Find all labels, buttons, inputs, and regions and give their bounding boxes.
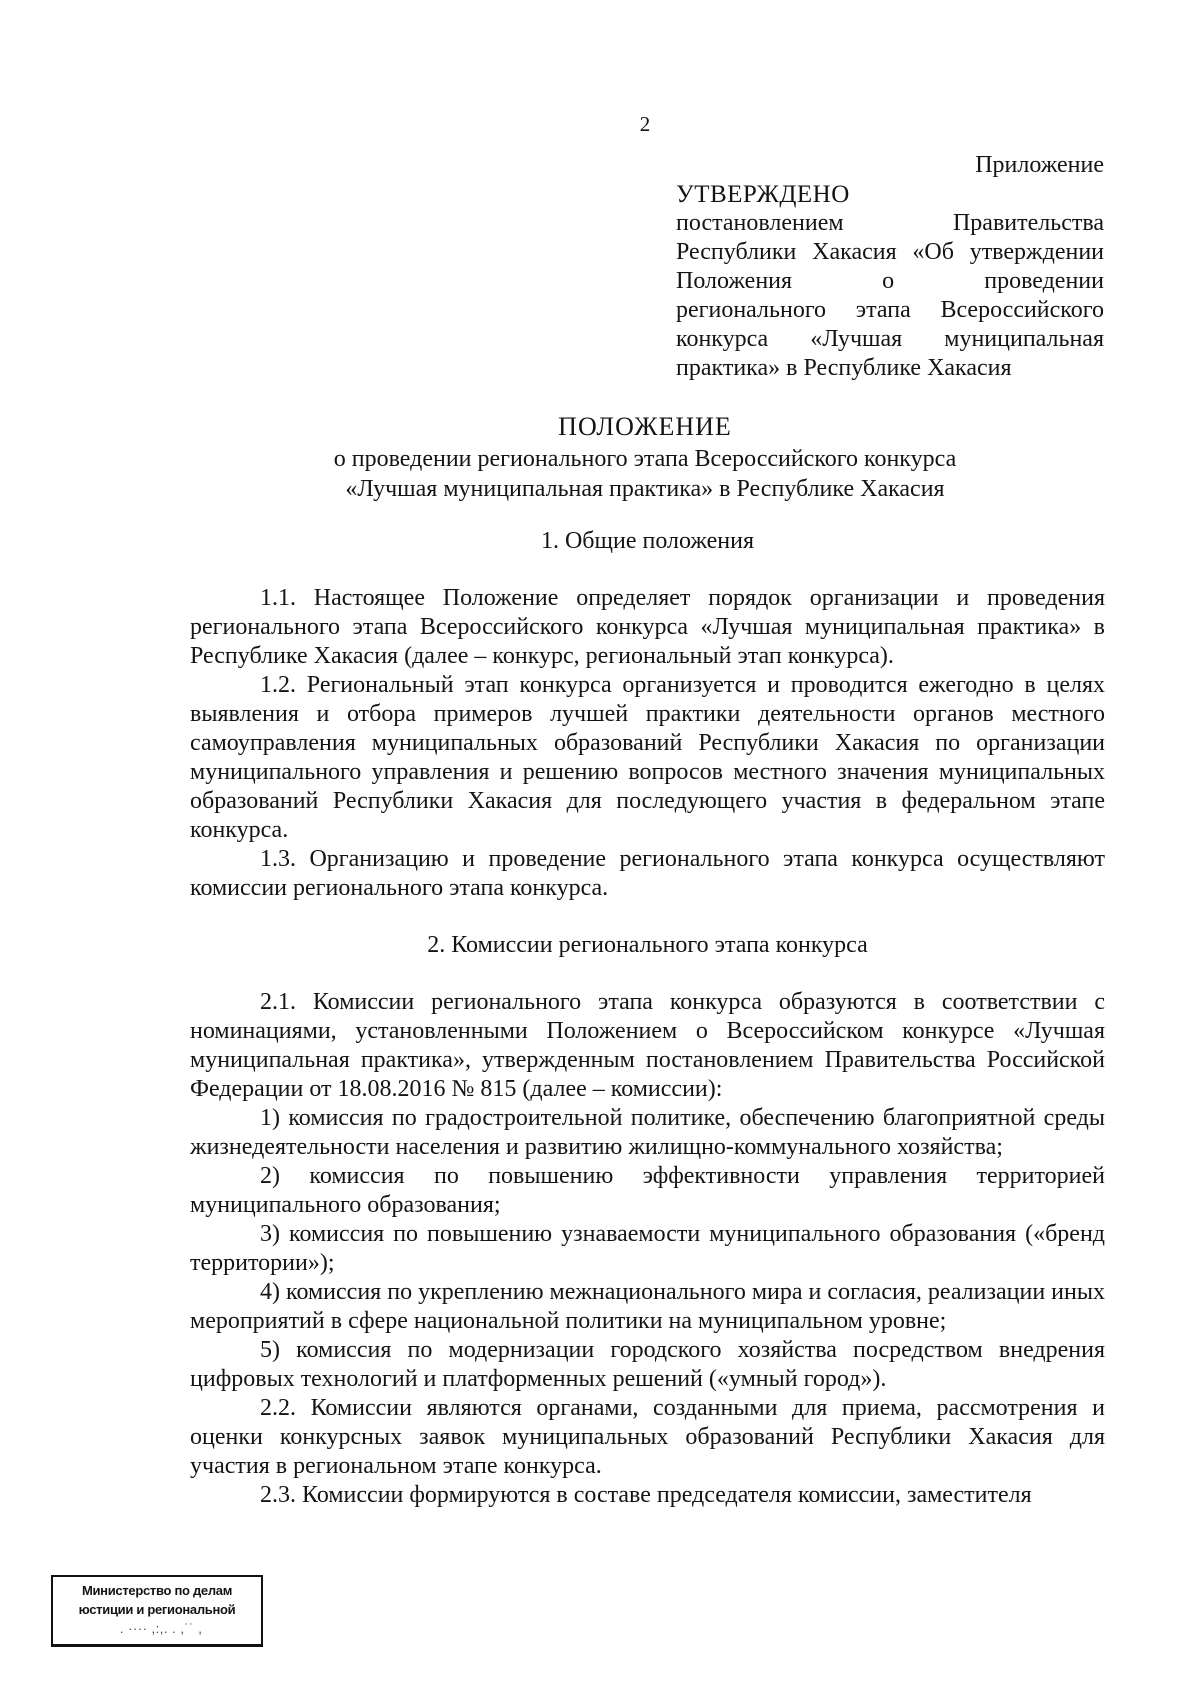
- paragraph: 1.2. Региональный этап конкурса организуется и проводится ежегодно в целях выявления и отбора примеров лучшей практики деятельности органов местного самоуправления муниципальных образований Республики Хакасия по организации муниципального управления и решению вопросов местного значения муниципальных образований Республики Хакасия для последующего участия в федеральном этапе конкурса.: [190, 672, 1105, 843]
- document-subtitle-line: о проведении регионального этапа Всероссийского конкурса: [333, 446, 957, 472]
- list-item: 5) комиссия по модернизации городского хозяйства посредством внедрения цифровых технологий и платформенных решений («умный город»).: [190, 1337, 1105, 1392]
- paragraph: 1.1. Настоящее Положение определяет порядок организации и проведения регионального этапа Всероссийского конкурса «Лучшая муниципальная практика» в Республике Хакасия (далее – конкурс, региональный этап конкурса).: [190, 585, 1105, 669]
- list-item: 1) комиссия по градостроительной политике, обеспечению благоприятной среды жизнедеятельности населения и развитию жилищно-коммунального хозяйства;: [190, 1105, 1105, 1160]
- annex-label: Приложение: [975, 152, 1104, 178]
- page-number: 2: [639, 112, 651, 136]
- stamp-line: . ···· ,:,. . ,˙˙ ,: [111, 1621, 203, 1636]
- list-item: 3) комиссия по повышению узнаваемости муниципального образования («бренд территории»);: [190, 1221, 1105, 1276]
- approval-line: регионального этапа Всероссийского: [676, 297, 1104, 323]
- title-block: [190, 410, 1100, 504]
- ministry-stamp: [51, 1575, 263, 1647]
- paragraph: 2.2. Комиссии являются органами, созданными для приема, рассмотрения и оценки конкурсных заявок муниципальных образований Республики Хакасия для участия в региональном этапе конкурса.: [190, 1395, 1105, 1479]
- paragraph: 2.1. Комиссии регионального этапа конкурса образуются в соответствии с номинациями, установленными Положением о Всероссийском конкурсе «Лучшая муниципальная практика», утвержденным постановлением Правительства Российской Федерации от 18.08.2016 № 815 (далее – комиссии):: [190, 989, 1105, 1102]
- approved-label: УТВЕРЖДЕНО: [676, 181, 850, 208]
- list-item: 4) комиссия по укреплению межнационального мира и согласия, реализации иных мероприятий в сфере национальной политики на муниципальном уровне;: [190, 1279, 1105, 1334]
- section-heading: 1. Общие положения: [540, 528, 755, 554]
- list-item: 2) комиссия по повышению эффективности управления территорией муниципального образования;: [190, 1163, 1105, 1218]
- approval-line: Положения о проведении: [676, 268, 1104, 294]
- document-body: [190, 527, 1105, 1510]
- document-title: ПОЛОЖЕНИЕ: [558, 412, 732, 441]
- approval-line: конкурса «Лучшая муниципальная: [676, 326, 1104, 352]
- document-subtitle-line: «Лучшая муниципальная практика» в Республике Хакасия: [345, 476, 945, 502]
- approval-line: практика» в Республике Хакасия: [676, 355, 1012, 381]
- approval-line: постановлением Правительства: [676, 210, 1104, 236]
- paragraph: 2.3. Комиссии формируются в составе председателя комиссии, заместителя: [260, 1482, 1032, 1508]
- paragraph: 1.3. Организацию и проведение регионального этапа конкурса осуществляют комиссии регионального этапа конкурса.: [190, 846, 1105, 901]
- approval-line: Республики Хакасия «Об утверждении: [676, 239, 1104, 265]
- stamp-line: Министерство по делам: [81, 1583, 233, 1598]
- stamp-line: юстиции и региональной: [78, 1602, 236, 1617]
- approval-block: [676, 151, 1104, 383]
- approval-text: [676, 209, 1104, 383]
- section-heading: 2. Комиссии регионального этапа конкурса: [427, 932, 868, 958]
